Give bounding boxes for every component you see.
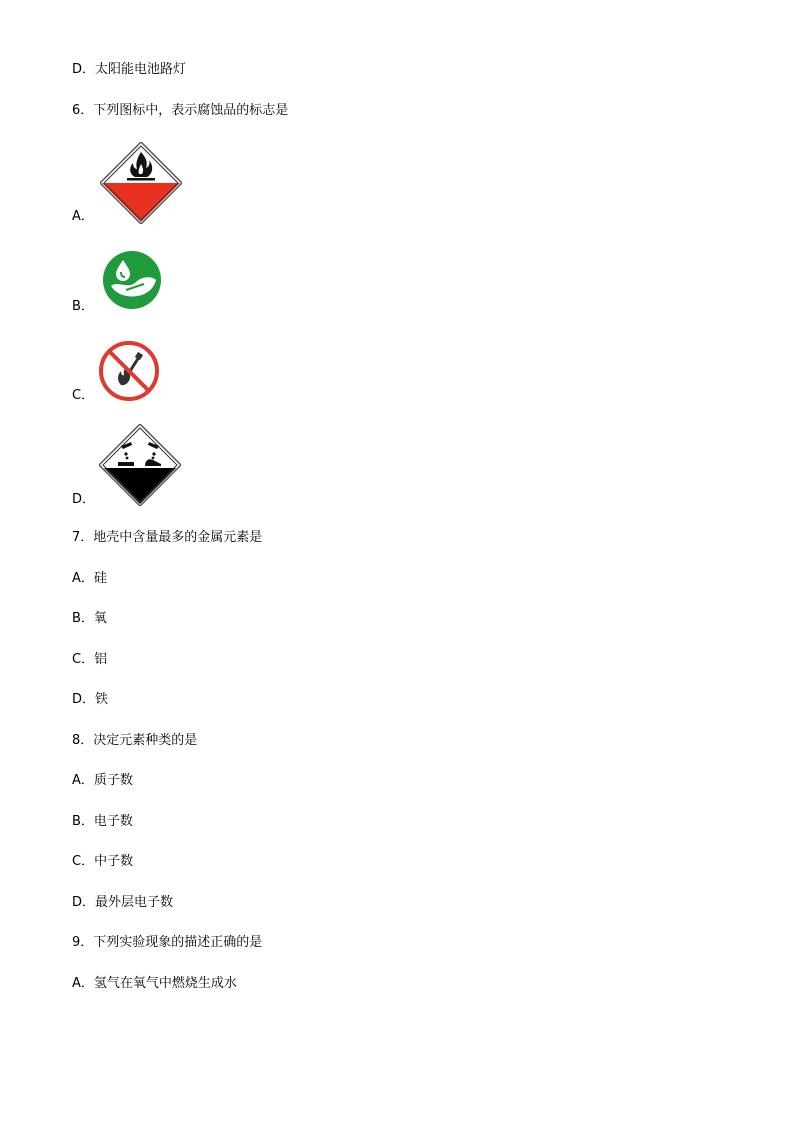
q8-stem: 8．决定元素种类的是 [72,733,198,748]
q8-option-a: A．质子数 [72,773,133,788]
q9-option-a: A．氢气在氧气中燃烧生成水 [72,976,237,991]
q7-option-b: B．氧 [72,611,107,626]
q5-option-d: D．太阳能电池路灯 [72,62,187,77]
q6-option-b-letter: B． [72,299,94,314]
q6-option-d-letter: D． [72,492,96,507]
q7-option-a: A．硅 [72,571,107,586]
q7-stem: 7．地壳中含量最多的金属元素是 [72,530,263,545]
spontaneous-combustion-sign-icon [100,142,182,224]
q8-option-b: B．电子数 [72,814,133,829]
q8-option-d: D．最外层电子数 [72,895,174,910]
q6-option-a-letter: A． [72,209,94,224]
q7-option-d: D．铁 [72,692,109,707]
q8-option-c: C．中子数 [72,854,134,869]
q9-stem: 9．下列实验现象的描述正确的是 [72,935,263,950]
q7-option-c: C．铝 [72,652,108,667]
water-saving-sign-icon [102,250,162,310]
q6-stem: 6．下列图标中，表示腐蚀品的标志是 [72,103,289,118]
no-open-flame-sign-icon [99,341,159,401]
q6-option-c-letter: C． [72,388,95,403]
corrosive-sign-icon [99,424,181,506]
